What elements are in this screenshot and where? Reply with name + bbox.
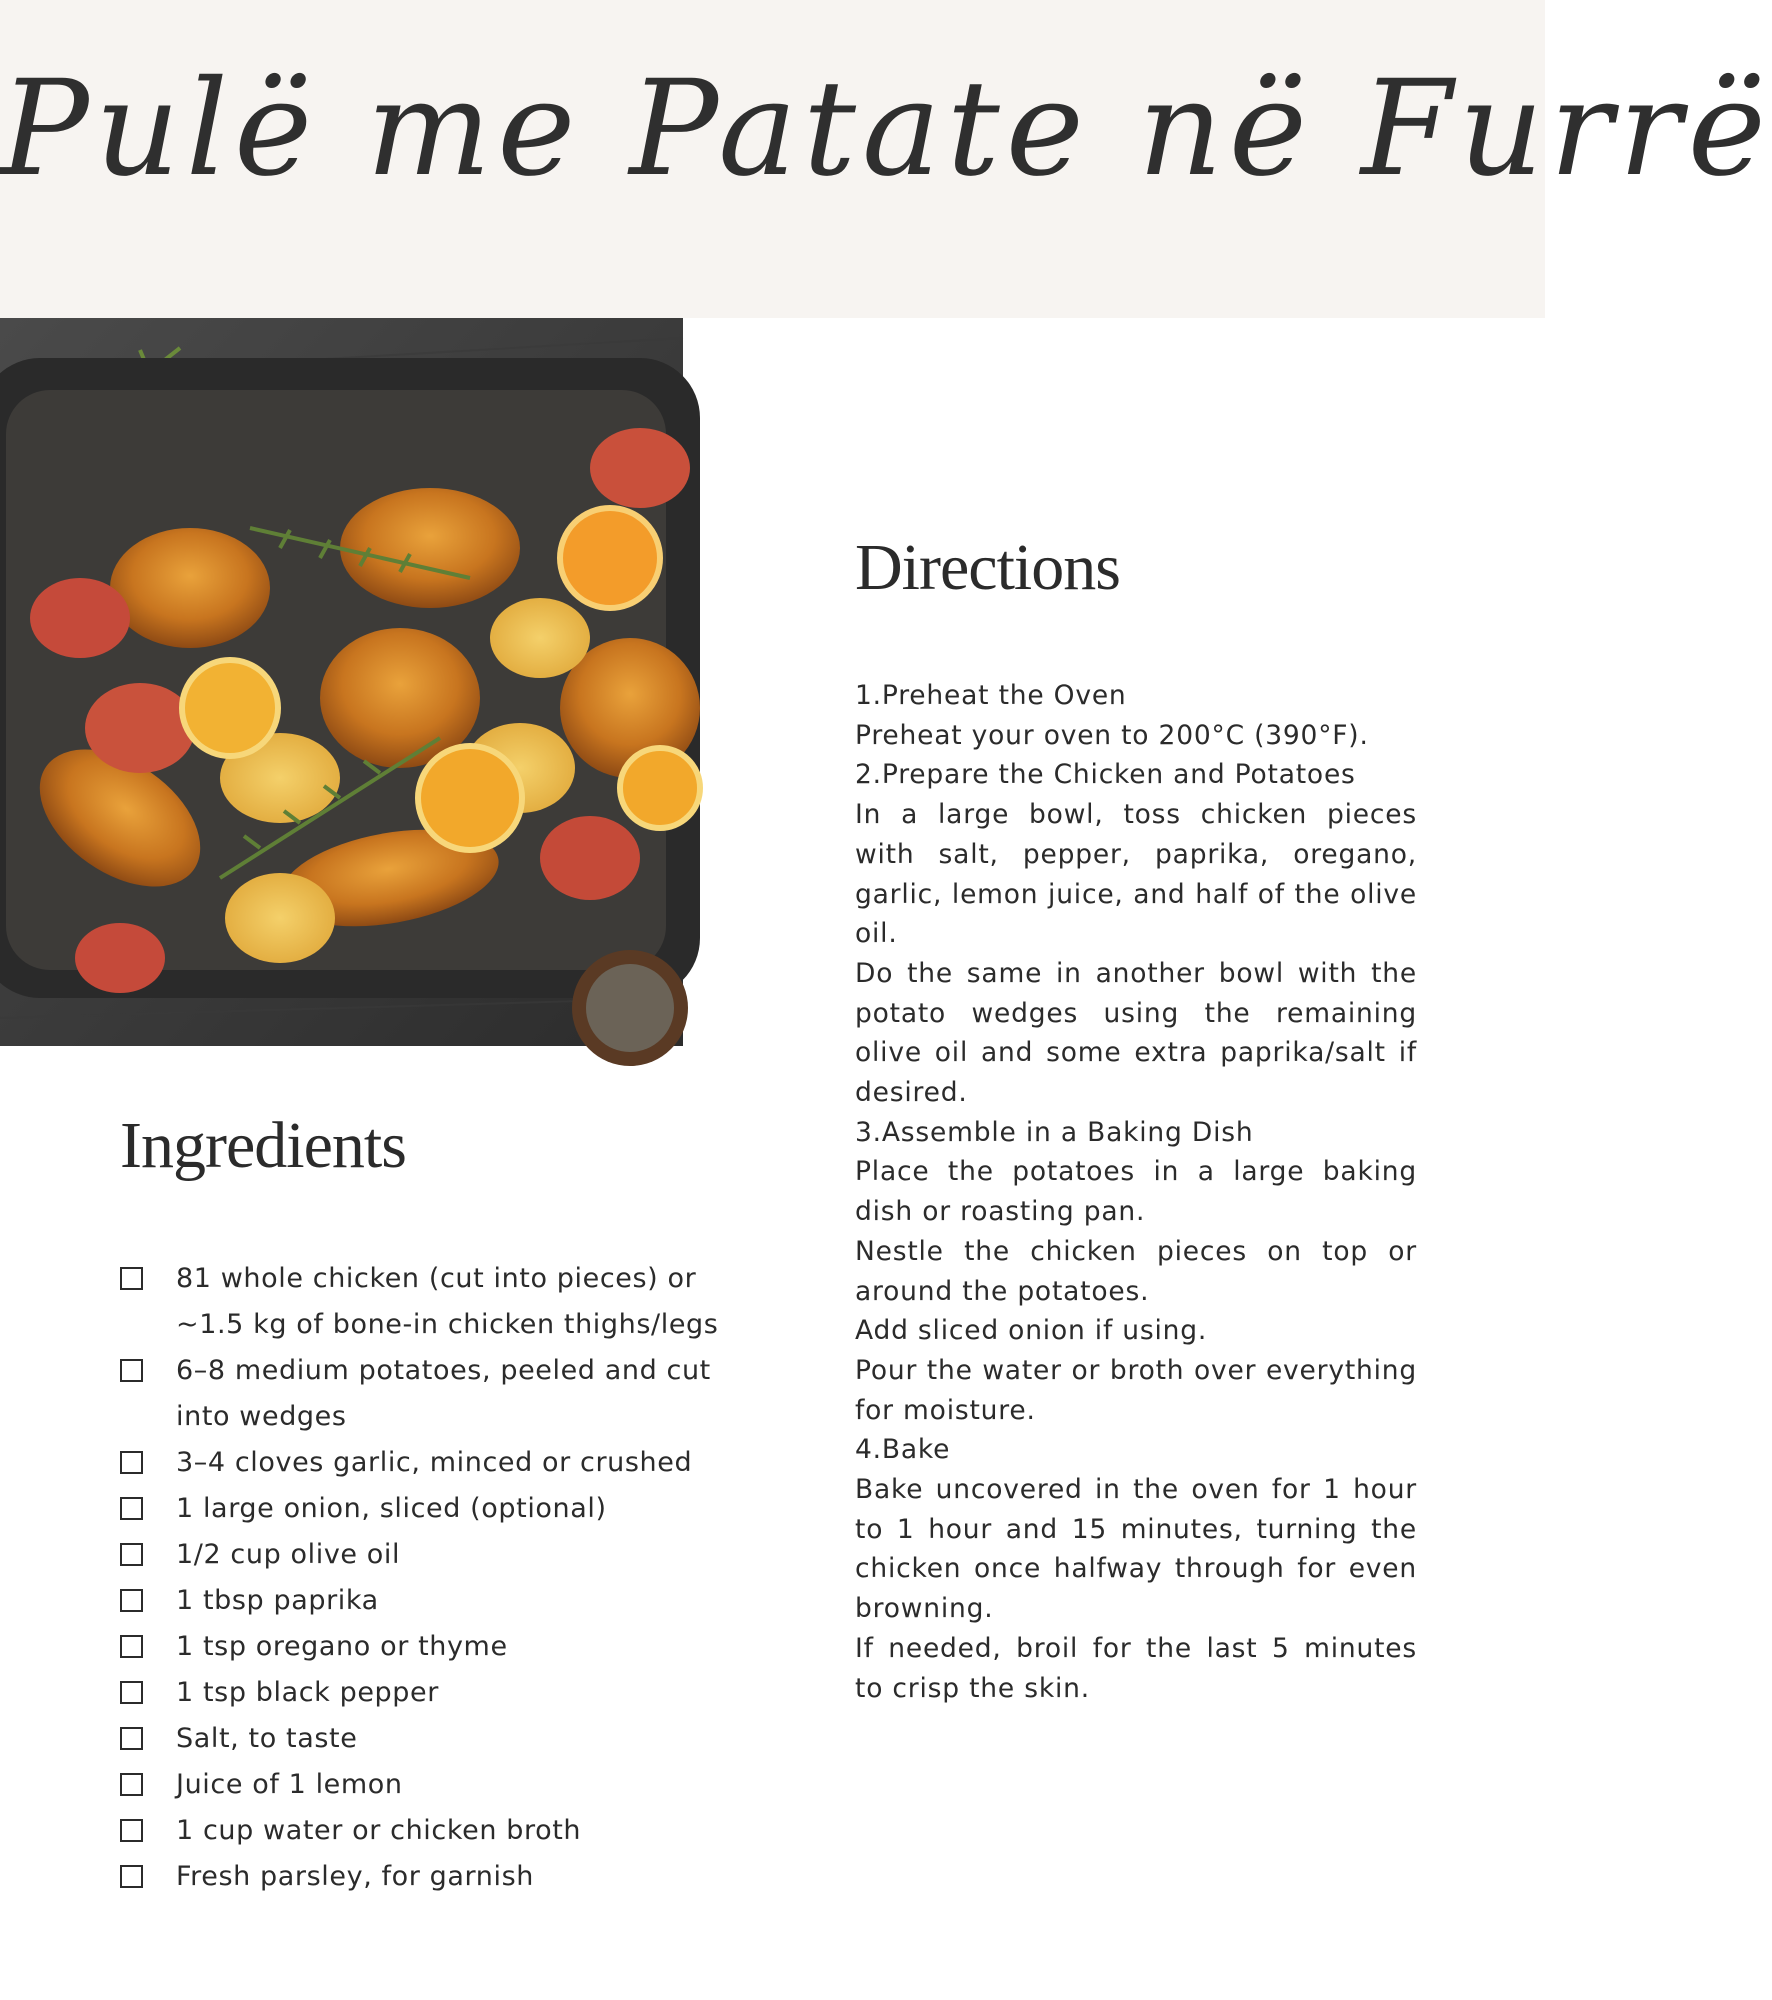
step-text: Place the potatoes in a large baking dish or roasting pan. bbox=[855, 1156, 1417, 1228]
checkbox[interactable] bbox=[120, 1727, 143, 1750]
step-title: 3.Assemble in a Baking Dish bbox=[855, 1116, 1254, 1148]
ingredient-text: 1 tsp black pepper bbox=[176, 1677, 439, 1708]
ingredient-text: 81 whole chicken (cut into pieces) or ~1.5 kg of bone-in chicken thighs/legs bbox=[176, 1263, 719, 1340]
ingredient-text: Salt, to taste bbox=[176, 1723, 358, 1754]
ingredient-text: 1 large onion, sliced (optional) bbox=[176, 1493, 607, 1524]
ingredient-item bbox=[120, 1716, 760, 1762]
directions-heading: Directions bbox=[855, 531, 1120, 604]
ingredient-text: Juice of 1 lemon bbox=[176, 1769, 403, 1800]
recipe-photo bbox=[0, 318, 683, 1046]
checkbox[interactable] bbox=[120, 1497, 143, 1520]
step-title: 2.Prepare the Chicken and Potatoes bbox=[855, 759, 1356, 791]
step-text: In a large bowl, toss chicken pieces with salt, pepper, paprika, oregano, garlic, lemon juice, and half of the olive oil. bbox=[855, 799, 1417, 950]
checkbox[interactable] bbox=[120, 1589, 143, 1612]
ingredient-item bbox=[120, 1624, 760, 1670]
checkbox[interactable] bbox=[120, 1865, 143, 1888]
step-text: Add sliced onion if using. bbox=[855, 1315, 1208, 1347]
ingredient-item bbox=[120, 1256, 760, 1348]
checkbox[interactable] bbox=[120, 1635, 143, 1658]
ingredient-text: 1/2 cup olive oil bbox=[176, 1539, 401, 1570]
ingredient-item bbox=[120, 1578, 760, 1624]
ingredient-text: 3–4 cloves garlic, minced or crushed bbox=[176, 1447, 693, 1478]
step-text: Pour the water or broth over everything for moisture. bbox=[855, 1354, 1417, 1426]
ingredient-text: 1 tbsp paprika bbox=[176, 1585, 379, 1616]
ingredients-list bbox=[120, 1256, 760, 1900]
checkbox[interactable] bbox=[120, 1543, 143, 1566]
ingredient-text: 6–8 medium potatoes, peeled and cut into wedges bbox=[176, 1355, 711, 1432]
recipe-title: Pulë me Patate në Furrë bbox=[0, 52, 1772, 206]
step-title: 1.Preheat the Oven bbox=[855, 680, 1127, 711]
checkbox[interactable] bbox=[120, 1819, 143, 1842]
ingredient-item bbox=[120, 1532, 760, 1578]
step-text: Do the same in another bowl with the potato wedges using the remaining olive oil and some extra paprika/salt if desired. bbox=[855, 957, 1417, 1109]
ingredient-text: 1 cup water or chicken broth bbox=[176, 1815, 582, 1846]
ingredient-item bbox=[120, 1486, 760, 1532]
step-title: 4.Bake bbox=[855, 1434, 951, 1466]
ingredient-item bbox=[120, 1670, 760, 1716]
step-text: Nestle the chicken pieces on top or around the potatoes. bbox=[855, 1235, 1417, 1307]
checkbox[interactable] bbox=[120, 1359, 143, 1382]
ingredient-item bbox=[120, 1808, 760, 1854]
ingredient-item bbox=[120, 1348, 760, 1440]
step-text: Preheat your oven to 200°C (390°F). bbox=[855, 719, 1369, 751]
checkbox[interactable] bbox=[120, 1681, 143, 1704]
checkbox[interactable] bbox=[120, 1773, 143, 1796]
ingredient-text: 1 tsp oregano or thyme bbox=[176, 1631, 508, 1662]
ingredient-text: Fresh parsley, for garnish bbox=[176, 1861, 534, 1892]
step-text: If needed, broil for the last 5 minutes to crisp the skin. bbox=[855, 1632, 1417, 1704]
ingredients-heading: Ingredients bbox=[120, 1109, 406, 1182]
ingredient-item bbox=[120, 1762, 760, 1808]
ingredient-item bbox=[120, 1854, 760, 1900]
step-text: Bake uncovered in the oven for 1 hour to 1 hour and 15 minutes, turning the chicken once halfway through for even browning. bbox=[855, 1474, 1417, 1625]
checkbox[interactable] bbox=[120, 1267, 143, 1290]
directions-text bbox=[855, 676, 1417, 1708]
ingredient-item bbox=[120, 1440, 760, 1486]
checkbox[interactable] bbox=[120, 1451, 143, 1474]
